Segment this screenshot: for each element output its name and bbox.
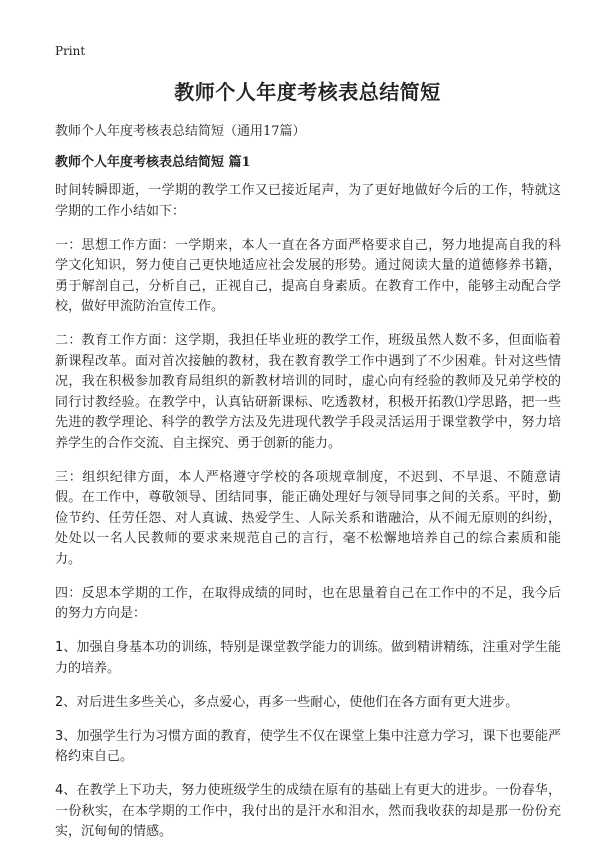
paragraph-reflection: 四：反思本学期的工作，在取得成绩的同时，也在思量着自己在工作中的不足，我今后的努力方向是：: [55, 585, 561, 621]
section-heading: 教师个人年度考核表总结简短 篇1: [55, 155, 251, 170]
article-body: [55, 181, 561, 856]
paragraph-thought-work: 一：思想工作方面：一学期来，本人一直在各方面严格要求自己，努力地提高自我的科学文化知识，努力使自己更快地适应社会发展的形势。通过阅读大量的道德修养书籍，勇于解剖自己，分析自己，正视自己，提高自身素质。在教育工作中，能够主动配合学校，做好甲流防治宣传工作。: [55, 237, 561, 314]
paragraph-intro: 时间转瞬即逝，一学期的教学工作又已接近尾声，为了更好地做好今后的工作，特就这学期的工作小结如下：: [55, 183, 561, 219]
paragraph-item-2: 2、对后进生多些关心，多点爱心，再多一些耐心，使他们在各方面有更大进步。: [55, 694, 519, 710]
print-link[interactable]: Print: [55, 44, 86, 58]
page-title: 教师个人年度考核表总结简短: [174, 80, 441, 104]
paragraph-discipline: 三：组织纪律方面，本人严格遵守学校的各项规章制度，不迟到、不早退、不随意请假。在工作中，尊敬领导、团结同事，能正确处理好与领导同事之间的关系。平时，勤俭节约、任劳任怨、对人真诚、热爱学生、人际关系和谐融洽，从不闹无原则的纠纷，处处以一名人民教师的要求来规范自己的言行，毫不松懈地培养自己的综合素质和能力。: [55, 469, 561, 567]
document-subtitle: 教师个人年度考核表总结简短（通用17篇）: [55, 124, 306, 139]
paragraph-item-3: 3、加强学生行为习惯方面的教育，使学生不仅在课堂上集中注意力学习，课下也要能严格约束自己。: [55, 728, 561, 764]
paragraph-item-4: 4、在教学上下功夫，努力使班级学生的成绩在原有的基础上有更大的进步。一份春华，一份秋实，在本学期的工作中，我付出的是汗水和泪水，然而我收获的却是那一份份充实，沉甸甸的情感。: [55, 783, 561, 839]
paragraph-education-work: 二：教育工作方面：这学期，我担任毕业班的教学工作，班级虽然人数不多，但面临着新课程改革。面对首次接触的教材，我在教育教学工作中遇到了不少困难。针对这些情况，我在积极参加教育局组织的新教材培训的同时，虚心向有经验的教师及兄弟学校的同行讨教经验。在教学中，认真钻研新课标、吃透教材，积极开拓教⑴学思路，把一些先进的教学理论、科学的教学方法及先进现代教学手段灵活运用于课堂教学中，努力培养学生的合作交流、自主探究、勇于创新的能力。: [55, 333, 561, 451]
paragraph-item-1: 1、加强自身基本功的训练，特别是课堂教学能力的训练。做到精讲精练，注重对学生能力的培养。: [55, 640, 561, 676]
